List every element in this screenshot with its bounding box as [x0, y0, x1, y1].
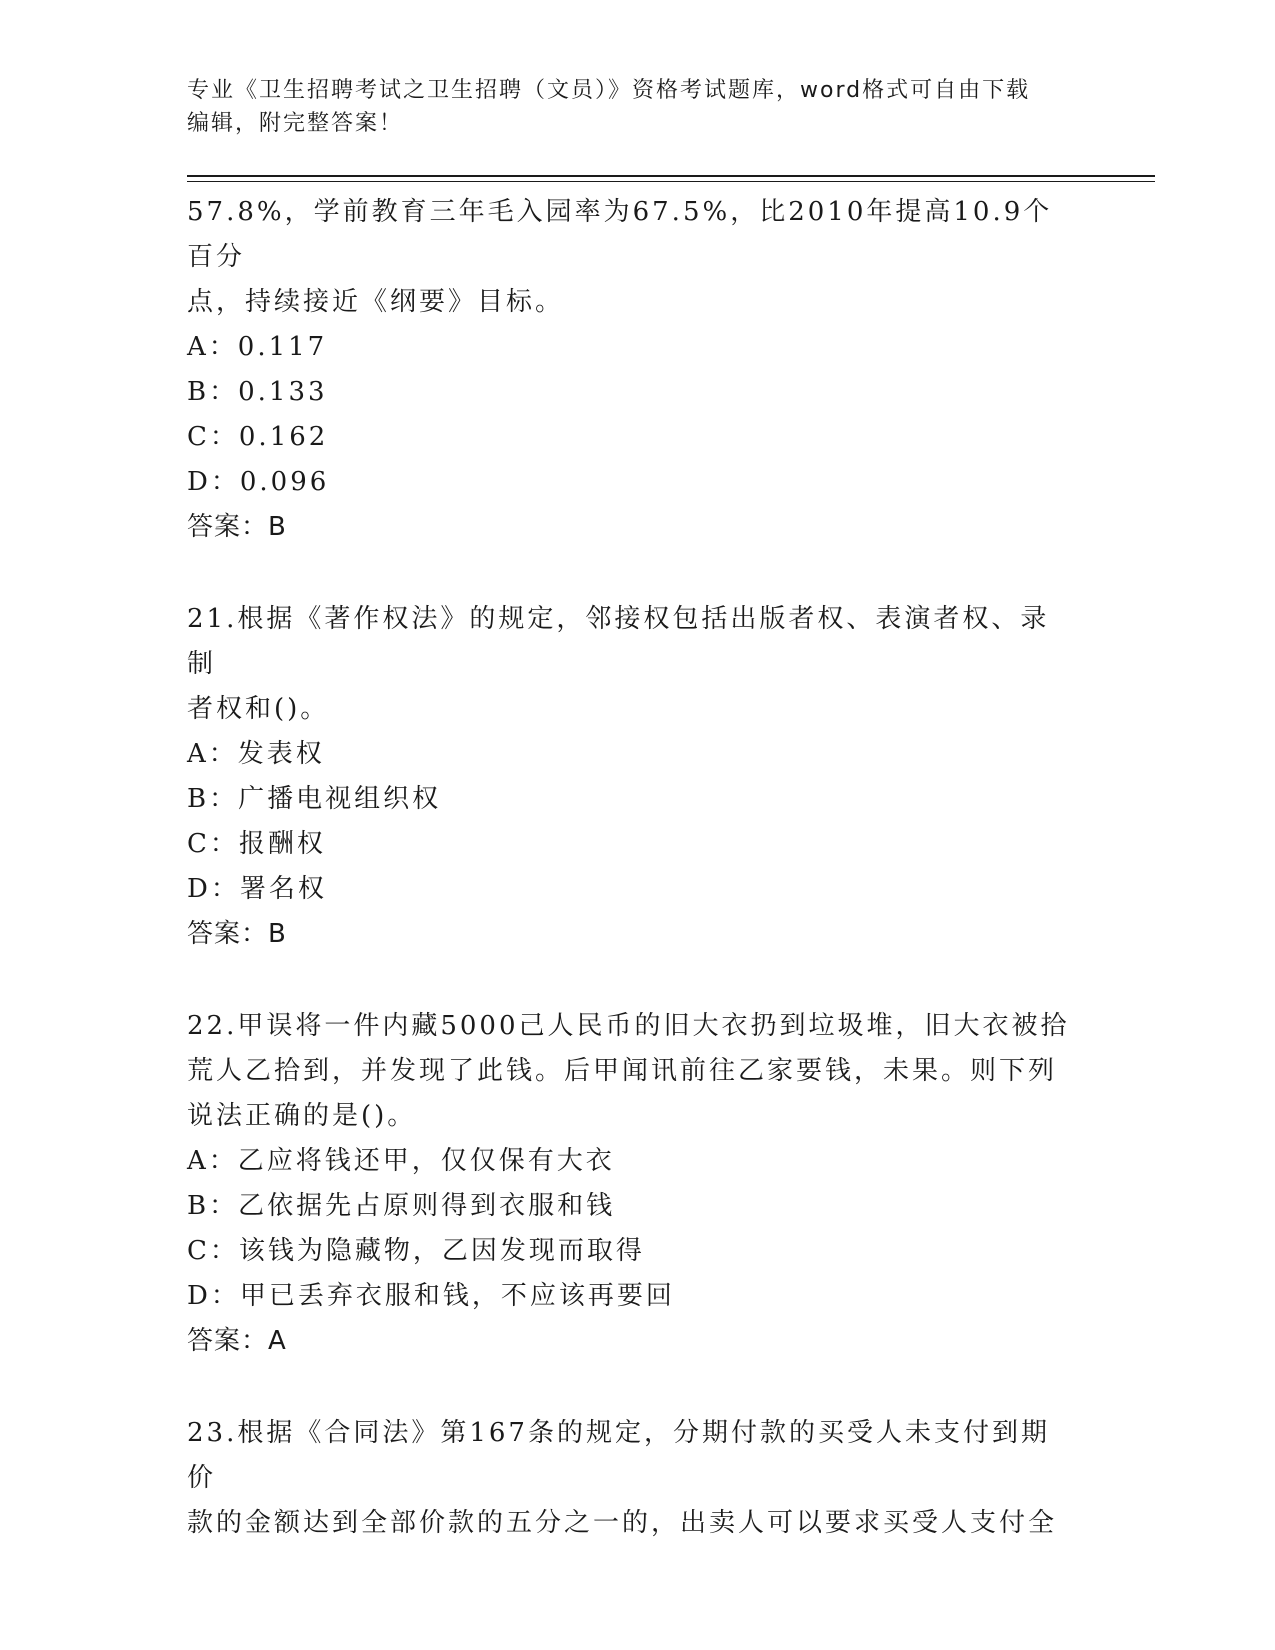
- question-21: [187, 597, 1077, 957]
- option-a: A：发表权: [187, 739, 325, 769]
- option-c: C：该钱为隐藏物，乙因发现而取得: [187, 1236, 645, 1266]
- question-20: [187, 190, 1077, 550]
- option-b: B：广播电视组织权: [187, 784, 442, 814]
- question-text-line: 说法正确的是()。: [187, 1101, 417, 1131]
- option-d: D：署名权: [187, 874, 327, 904]
- question-text-line: 22.甲误将一件内藏5000己人民币的旧大衣扔到垃圾堆，旧大衣被拾: [187, 1011, 1070, 1041]
- document-header: [187, 74, 1067, 140]
- option-d: D：甲已丢弃衣服和钱，不应该再要回: [187, 1281, 675, 1311]
- option-a: A：0.117: [187, 332, 328, 362]
- question-22: [187, 1004, 1077, 1364]
- document-body: [187, 190, 1077, 1546]
- option-d: D：0.096: [187, 467, 330, 497]
- question-text-line: 23.根据《合同法》第167条的规定，分期付款的买受人未支付到期价: [187, 1418, 1050, 1493]
- answer-line: 答案：A: [187, 1326, 287, 1356]
- answer-line: 答案：B: [187, 919, 287, 949]
- header-line-2: 编辑，附完整答案！: [187, 111, 404, 136]
- question-text-line: 21.根据《著作权法》的规定，邻接权包括出版者权、表演者权、录制: [187, 604, 1050, 679]
- question-text-line: 者权和()。: [187, 694, 330, 724]
- question-text-line: 荒人乙拾到，并发现了此钱。后甲闻讯前往乙家要钱，未果。则下列: [187, 1056, 1058, 1086]
- question-text-line: 款的金额达到全部价款的五分之一的，出卖人可以要求买受人支付全: [187, 1508, 1058, 1538]
- option-c: C：报酬权: [187, 829, 326, 859]
- option-c: C：0.162: [187, 422, 329, 452]
- question-text-line: 点，持续接近《纲要》目标。: [187, 287, 565, 317]
- header-rule-thick: [187, 175, 1155, 177]
- header-line-1: 专业《卫生招聘考试之卫生招聘（文员）》资格考试题库，word格式可自由下载: [187, 78, 1031, 103]
- option-b: B：0.133: [187, 377, 328, 407]
- question-text-line: 57.8%，学前教育三年毛入园率为67.5%，比2010年提高10.9个百分: [187, 197, 1053, 272]
- header-rule-thin: [187, 181, 1155, 182]
- question-23: [187, 1411, 1077, 1546]
- option-b: B：乙依据先占原则得到衣服和钱: [187, 1191, 616, 1221]
- answer-line: 答案：B: [187, 512, 287, 542]
- option-a: A：乙应将钱还甲，仅仅保有大衣: [187, 1146, 615, 1176]
